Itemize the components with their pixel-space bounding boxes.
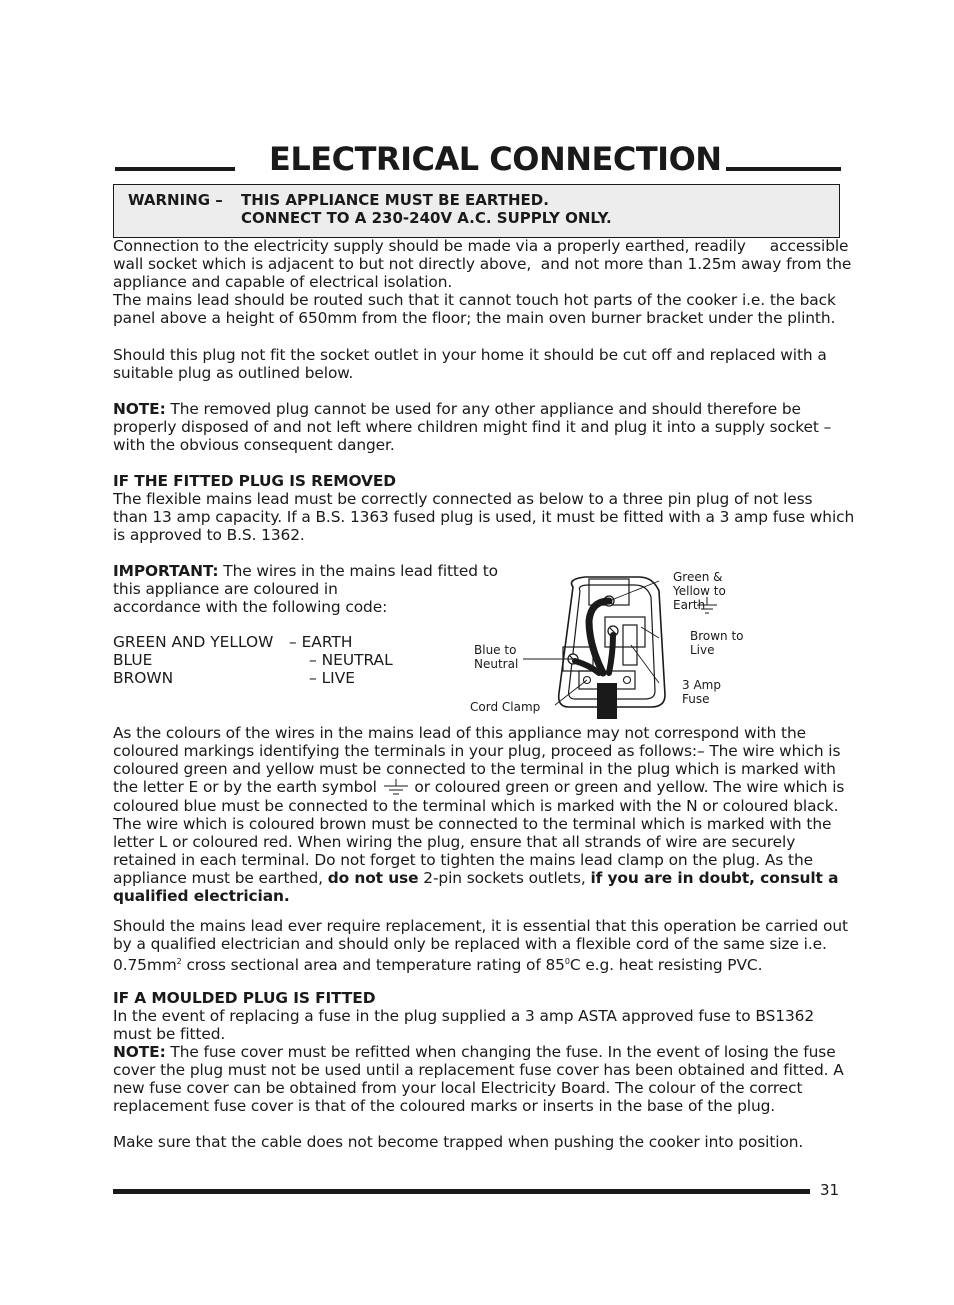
text-line: suitable plug as outlined below. [113,364,354,382]
footer-rule [113,1189,810,1194]
text-line: replacement fuse cover is that of the coloured marks or inserts in the base of the plug. [113,1097,776,1115]
text-line: new fuse cover can be obtained from your local Electricity Board. The colour of the correct [113,1079,803,1097]
callout-line: 3 Amp [682,678,721,692]
callout-line: Green & [673,570,723,584]
callout-cord-clamp: Cord Clamp [470,700,541,714]
callout-line: Brown to [690,629,744,643]
paragraph-note-removed-plug [113,400,840,454]
text-line: than 13 amp capacity. If a B.S. 1363 fused plug is used, it must be fitted with a 3 amp fuse which [113,508,855,526]
code-colour: GREEN AND YELLOW [113,633,274,651]
text-line: by a qualified electrician and should only be replaced with a flexible cord of the same size i.e. [113,935,827,953]
section-plug-removed [113,472,855,544]
page-number: 31 [820,1181,840,1199]
text-line: must be fitted. [113,1025,226,1043]
text-line: The flexible mains lead must be correctly connected as below to a three pin plug of not less [113,490,813,508]
paragraph-connection [113,237,852,327]
paragraph-lead-replacement [113,917,848,975]
paragraph-important [113,562,503,616]
callout-line: Live [690,643,715,657]
text-line: with the obvious consequent danger. [113,436,395,454]
title-rule-right [726,167,841,171]
callout-neutral [474,643,518,671]
warning-label: WARNING – [128,191,223,209]
text-line: In the event of replacing a fuse in the plug supplied a 3 amp ASTA approved fuse to BS1362 [113,1007,815,1025]
callout-line: Fuse [682,692,710,706]
callout-line: Blue to [474,643,517,657]
text-fragment: C e.g. heat resisting PVC. [569,956,763,975]
text-line: wall socket which is adjacent to but not directly above, and not more than 1.25m away from the [113,255,852,273]
note-label: NOTE: [113,400,166,418]
text-fragment: the letter E or by the earth symbol [113,778,382,796]
text-fragment: or coloured green or green and yellow. The wire which is [409,778,845,796]
text-line: letter L or coloured red. When wiring the plug, ensure that all strands of wire are securely [113,832,796,851]
warning-line-1: THIS APPLIANCE MUST BE EARTHED. [241,191,549,209]
title-row [113,140,840,184]
bold-fragment: qualified electrician. [113,886,290,905]
section-heading: IF THE FITTED PLUG IS REMOVED [113,472,396,490]
text-fragment: cross sectional area and temperature rating of 85 [181,956,565,975]
page-title: ELECTRICAL CONNECTION [269,140,722,178]
paragraph-plug-fit [113,346,840,382]
text-line: coloured markings identifying the terminals in your plug, proceed as follows:– The wire which is [113,742,841,760]
text-line: cover the plug must not be used until a replacement fuse cover has been obtained and fitted. A [113,1061,844,1079]
text-line: is approved to B.S. 1362. [113,526,305,544]
text-line: As the colours of the wires in the mains lead of this appliance may not correspond with the [113,724,807,742]
text-fragment: The removed plug cannot be used for any other appliance and should therefore be [165,400,801,418]
section-moulded-plug [113,989,844,1115]
text-line: retained in each terminal. Do not forget to tighten the mains lead clamp on the plug. As the [113,850,813,869]
section-heading: IF A MOULDED PLUG IS FITTED [113,989,376,1007]
text-line: Make sure that the cable does not become trapped when pushing the cooker into position. [113,1133,804,1151]
code-colour: BROWN [113,669,174,687]
callout-line: Yellow to [673,584,726,598]
plug-wiring-diagram [463,565,753,725]
text-line: properly disposed of and not left where children might find it and plug it into a supply socket – [113,418,832,436]
paragraph-cable-trapped [113,1133,840,1151]
text-fragment: The fuse cover must be refitted when changing the fuse. In the event of losing the fuse [165,1043,836,1061]
callout-line: Earth [673,598,706,612]
text-line: Connection to the electricity supply should be made via a properly earthed, readily accessible [113,237,849,255]
bold-fragment: do not use [327,868,419,887]
text-fragment: 0.75mm [113,956,177,975]
note-label: NOTE: [113,1043,166,1061]
warning-line-2: CONNECT TO A 230-240V A.C. SUPPLY ONLY. [241,209,612,227]
text-line: Should this plug not fit the socket outlet in your home it should be cut off and replaced with a [113,346,827,364]
callout-fuse [682,678,721,706]
important-label: IMPORTANT: [113,562,219,580]
code-terminal: – LIVE [309,669,355,687]
code-terminal: – NEUTRAL [309,651,393,669]
superscript: 2 [176,957,182,966]
text-line: coloured green and yellow must be connected to the terminal in the plug which is marked with [113,760,836,778]
text-line: accordance with the following code: [113,598,388,616]
text-line: appliance and capable of electrical isolation. [113,273,453,291]
paragraph-wiring-instructions [113,724,845,905]
text-fragment: 2-pin sockets outlets, [418,868,591,887]
callout-line: Neutral [474,657,519,671]
bold-fragment: if you are in doubt, consult a [590,868,839,887]
text-line: this appliance are coloured in [113,580,338,598]
title-rule-left [115,167,235,171]
earth-symbol-icon [382,779,410,797]
callout-live [690,629,744,657]
text-line: coloured blue must be connected to the terminal which is marked with the N or coloured black. [113,796,839,815]
text-line: The mains lead should be routed such that it cannot touch hot parts of the cooker i.e. the back [113,291,836,309]
text-line: The wire which is coloured brown must be connected to the terminal which is marked with the [113,814,832,833]
text-line: Should the mains lead ever require replacement, it is essential that this operation be carried out [113,917,848,935]
text-fragment: appliance must be earthed, [113,868,328,887]
text-line: panel above a height of 650mm from the floor; the main oven burner bracket under the plinth. [113,309,836,327]
text-fragment: The wires in the mains lead fitted to [218,562,498,580]
superscript: 0 [564,957,570,966]
code-colour: BLUE [113,651,153,669]
callout-earth [673,570,726,612]
warning-box [113,184,840,238]
code-terminal: – EARTH [289,633,353,651]
